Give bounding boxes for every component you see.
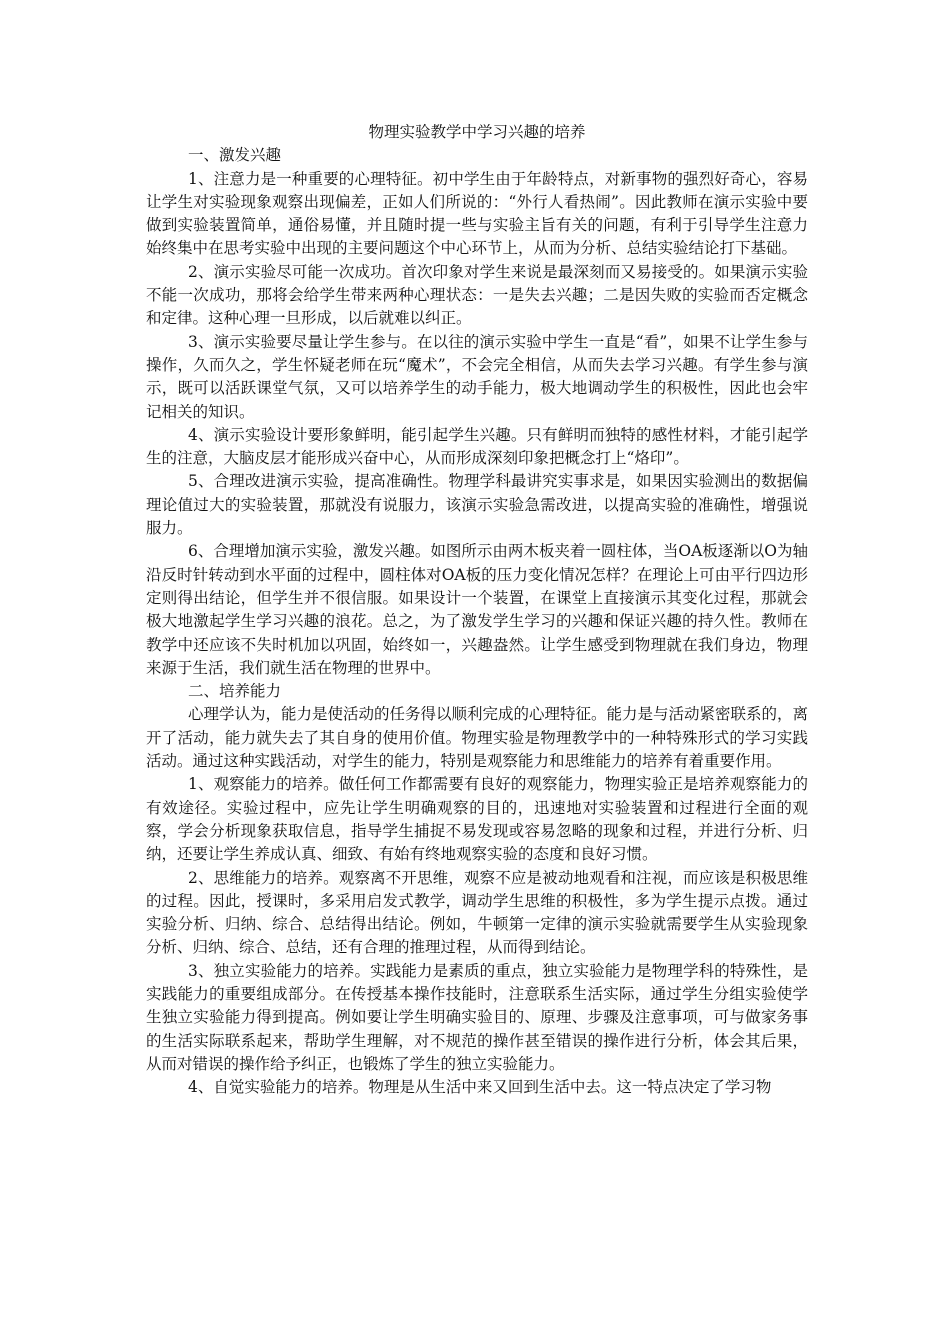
document-title: 物理实验教学中学习兴趣的培养 — [368, 123, 586, 141]
section-heading-1: 一、激发兴趣 — [188, 146, 282, 165]
paragraph: 4、自觉实验能力的培养。物理是从生活中来又回到生活中去。这一特点决定了学习物 — [188, 1078, 772, 1097]
paragraph: 4、演示实验设计要形象鲜明，能引起学生兴趣。只有鲜明而独特的感性材料，才能引起学生的注意，大脑皮层才能形成兴奋中心，从而形成深刻印象把概念打上“烙印”。 — [146, 425, 808, 468]
paragraph: 1、注意力是一种重要的心理特征。初中学生由于年龄特点，对新事物的强烈好奇心，容易让学生对实验现象观察出现偏差，正如人们所说的：“外行人看热闹”。因此教师在演示实验中要做到实验装置简单，通俗易懂，并且随时提一些与实验主旨有关的问题，有利于引导学生注意力始终集中在思考实验中出现的主要问题这个中心环节上，从而为分析、总结实验结论打下基础。 — [146, 169, 808, 258]
paragraph: 6、合理增加演示实验，激发兴趣。如图所示由两木板夹着一圆柱体，当OA板逐渐以O为轴沿反时针转动到水平面的过程中，圆柱体对OA板的压力变化情况怎样？在理论上可由平行四边形定则得出结论，但学生并不很信服。如果设计一个装置，在课堂上直接演示其变化过程，那就会极大地激起学生学习兴趣的浪花。总之，为了激发学生学习的兴趣和保证兴趣的持久性。教师在教学中还应该不失时机加以巩固，始终如一，兴趣盎然。让学生感受到物理就在我们身边，物理来源于生活，我们就生活在物理的世界中。 — [146, 542, 808, 677]
paragraph: 5、合理改进演示实验，提高准确性。物理学科最讲究实事求是，如果因实验测出的数据偏理论值过大的实验装置，那就没有说服力，该演示实验急需改进，以提高实验的准确性，增强说服力。 — [146, 472, 808, 538]
paragraph: 3、演示实验要尽量让学生参与。在以往的演示实验中学生一直是“看”，如果不让学生参与操作，久而久之，学生怀疑老师在玩“魔术”，不会完全相信，从而失去学习兴趣。有学生参与演示，既可以活跃课堂气氛，又可以培养学生的动手能力，极大地调动学生的积极性，因此也会牢记相关的知识。 — [146, 332, 808, 421]
section-heading-2: 二、培养能力 — [188, 682, 282, 701]
document-body — [146, 121, 808, 1099]
paragraph: 1、观察能力的培养。做任何工作都需要有良好的观察能力，物理实验正是培养观察能力的有效途径。实验过程中，应先让学生明确观察的目的，迅速地对实验装置和过程进行全面的观察，学会分析现象获取信息，指导学生捕捉不易发现或容易忽略的现象和过程，并进行分析、归纳，还要让学生养成认真、细致、有始有终地观察实验的态度和良好习惯。 — [146, 775, 808, 864]
paragraph: 2、思维能力的培养。观察离不开思维，观察不应是被动地观看和注视，而应该是积极思维的过程。因此，授课时，多采用启发式教学，调动学生思维的积极性，多为学生提示点拨。通过实验分析、归纳、综合、总结得出结论。例如，牛顿第一定律的演示实验就需要学生从实验现象分析、归纳、综合、总结，还有合理的推理过程，从而得到结论。 — [146, 868, 808, 957]
paragraph: 2、演示实验尽可能一次成功。首次印象对学生来说是最深刻而又易接受的。如果演示实验不能一次成功，那将会给学生带来两种心理状态：一是失去兴趣；二是因失败的实验而否定概念和定律。这种心理一旦形成，以后就难以纠正。 — [146, 262, 808, 328]
paragraph: 心理学认为，能力是使活动的任务得以顺利完成的心理特征。能力是与活动紧密联系的，离开了活动，能力就失去了其自身的使用价值。物理实验是物理教学中的一种特殊形式的学习实践活动。通过这种实践活动，对学生的能力，特别是观察能力和思维能力的培养有着重要作用。 — [146, 705, 809, 771]
paragraph: 3、独立实验能力的培养。实践能力是素质的重点，独立实验能力是物理学科的特殊性，是实践能力的重要组成部分。在传授基本操作技能时，注意联系生活实际，通过学生分组实验使学生独立实验能力得到提高。例如要让学生明确实验目的、原理、步骤及注意事项，可与做家务事的生活实际联系起来，帮助学生理解，对不规范的操作甚至错误的操作进行分析，体会其后果，从而对错误的操作给予纠正，也锻炼了学生的独立实验能力。 — [146, 961, 808, 1073]
